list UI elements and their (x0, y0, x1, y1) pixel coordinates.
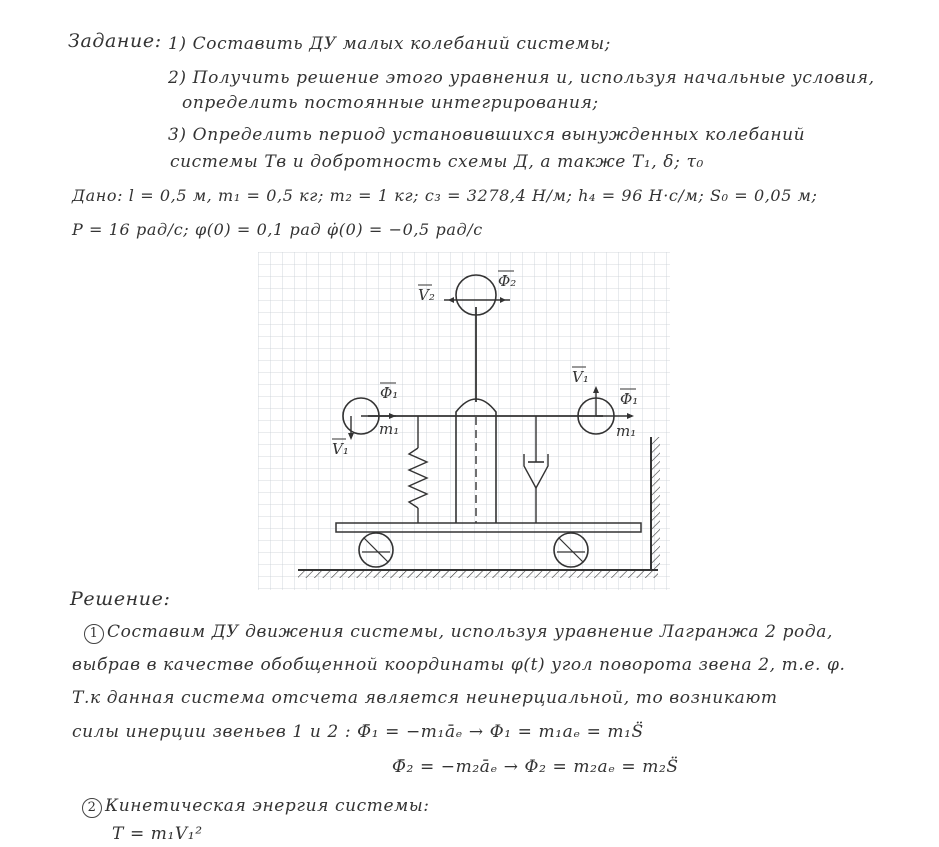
step-1-line-3: Т.к данная система отсчета является неинерциальной, то возникают (72, 688, 778, 708)
task-item-2-line-1: 2) Получить решение этого уравнения и, используя начальные условия, (168, 68, 875, 88)
step-2-line-1 (82, 796, 430, 818)
step-2-number: 2 (82, 798, 102, 818)
label-v2: V₂ (418, 286, 435, 304)
solution-heading: Решение: (70, 588, 171, 610)
step-1-text-1: Составим ДУ движения системы, используя уравнение Лагранжа 2 рода, (107, 622, 834, 642)
grid-paper (258, 252, 670, 590)
given-line-2: P = 16 рад/с; φ(0) = 0,1 рад φ̇(0) = −0,5 рад/с (72, 220, 483, 239)
step-1-line-5: Φ̄₂ = −m₂āₑ → Φ₂ = m₂aₑ = m₂S̈ (392, 757, 679, 777)
step-1-number: 1 (84, 624, 104, 644)
step-1-line-1 (84, 622, 833, 644)
task-item-3-line-1: 3) Определить период установившихся вынужденных колебаний (168, 125, 806, 145)
mechanism-diagram (258, 252, 670, 590)
task-heading: Задание: (68, 30, 162, 52)
label-m1-right: m₁ (616, 422, 637, 440)
given-line-1: Дано: l = 0,5 м, m₁ = 0,5 кг; m₂ = 1 кг; c₃ = 3278,4 Н/м; h₄ = 96 Н·с/м; S₀ = 0,05 м; (72, 186, 818, 205)
label-v1-right: V₁ (572, 368, 589, 386)
step-1-line-4: силы инерции звеньев 1 и 2 : Φ̄₁ = −m₁āₑ → Φ₁ = m₁aₑ = m₁S̈ (72, 722, 644, 742)
step-1-line-2: выбрав в качестве обобщенной координаты φ(t) угол поворота звена 2, т.е. φ. (72, 655, 846, 675)
task-item-2-line-2: определить постоянные интегрирования; (182, 93, 599, 113)
label-phi2: Φ₂ (498, 272, 517, 290)
step-2-text-1: Кинетическая энергия системы: (105, 796, 430, 816)
step-2-line-2: T = m₁V₁² (112, 824, 203, 844)
label-v1-left: V₁ (332, 440, 349, 458)
ground (298, 570, 658, 578)
label-phi1-left: Φ₁ (380, 384, 399, 402)
label-m1-left: m₁ (379, 420, 400, 438)
wall (651, 437, 660, 570)
task-item-3-line-2: системы Тв и добротность схемы Д, а также Т₁, δ; τ₀ (170, 152, 704, 172)
label-phi1-right: Φ₁ (620, 390, 639, 408)
task-item-1: 1) Составить ДУ малых колебаний системы; (168, 34, 612, 54)
